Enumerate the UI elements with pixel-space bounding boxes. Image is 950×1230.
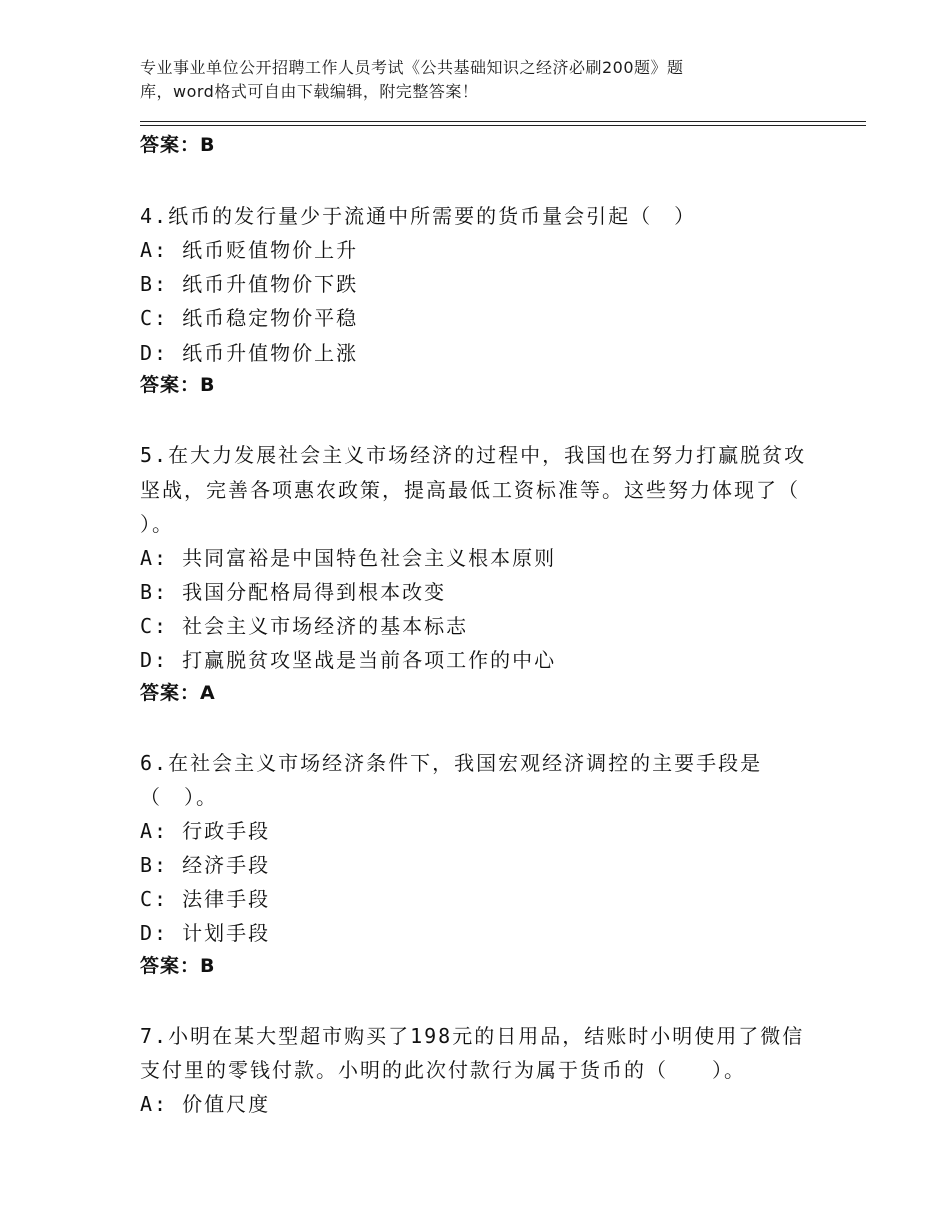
header-title-line-1: 专业事业单位公开招聘工作人员考试《公共基础知识之经济必刷200题》题 — [140, 58, 684, 77]
question-5-option-d: D: 打赢脱贫攻坚战是当前各项工作的中心 — [140, 648, 557, 672]
header-divider — [140, 121, 866, 126]
question-7-stem-line-2: 支付里的零钱付款。小明的此次付款行为属于货币的（ ）。 — [140, 1058, 746, 1082]
question-4-option-b: B: 纸币升值物价下跌 — [140, 272, 359, 296]
question-6-option-c: C: 法律手段 — [140, 887, 271, 911]
question-6-option-b: B: 经济手段 — [140, 853, 271, 877]
question-6-stem-line-2: （ ）。 — [140, 785, 218, 809]
question-5-option-c: C: 社会主义市场经济的基本标志 — [140, 614, 469, 638]
header-title-line-2: 库，word格式可自由下载编辑，附完整答案！ — [140, 82, 479, 101]
question-4-option-d: D: 纸币升值物价上涨 — [140, 341, 359, 365]
question-7-option-a: A: 价值尺度 — [140, 1092, 271, 1116]
question-4-option-a: A: 纸币贬值物价上升 — [140, 238, 359, 262]
question-5-stem-line-1: 5.在大力发展社会主义市场经济的过程中，我国也在努力打赢脱贫攻 — [140, 443, 807, 467]
question-6-option-d: D: 计划手段 — [140, 921, 271, 945]
question-7-stem-line-1: 7.小明在某大型超市购买了198元的日用品，结账时小明使用了微信 — [140, 1024, 805, 1048]
question-4-stem: 4.纸币的发行量少于流通中所需要的货币量会引起（ ） — [140, 204, 697, 228]
question-6-option-a: A: 行政手段 — [140, 819, 271, 843]
document-header — [140, 56, 780, 104]
question-5-stem-line-3: ）。 — [140, 512, 174, 536]
question-4-option-c: C: 纸币稳定物价平稳 — [140, 306, 359, 330]
previous-answer: 答案：B — [140, 134, 216, 156]
question-6-answer: 答案：B — [140, 955, 216, 977]
question-5-stem-line-2: 坚战，完善各项惠农政策，提高最低工资标准等。这些努力体现了（ — [140, 478, 800, 502]
question-5-option-b: B: 我国分配格局得到根本改变 — [140, 580, 447, 604]
question-4-answer: 答案：B — [140, 374, 216, 396]
question-5-option-a: A: 共同富裕是中国特色社会主义根本原则 — [140, 546, 557, 570]
question-5-answer: 答案：A — [140, 682, 216, 704]
question-6-stem-line-1: 6.在社会主义市场经济条件下，我国宏观经济调控的主要手段是 — [140, 751, 763, 775]
